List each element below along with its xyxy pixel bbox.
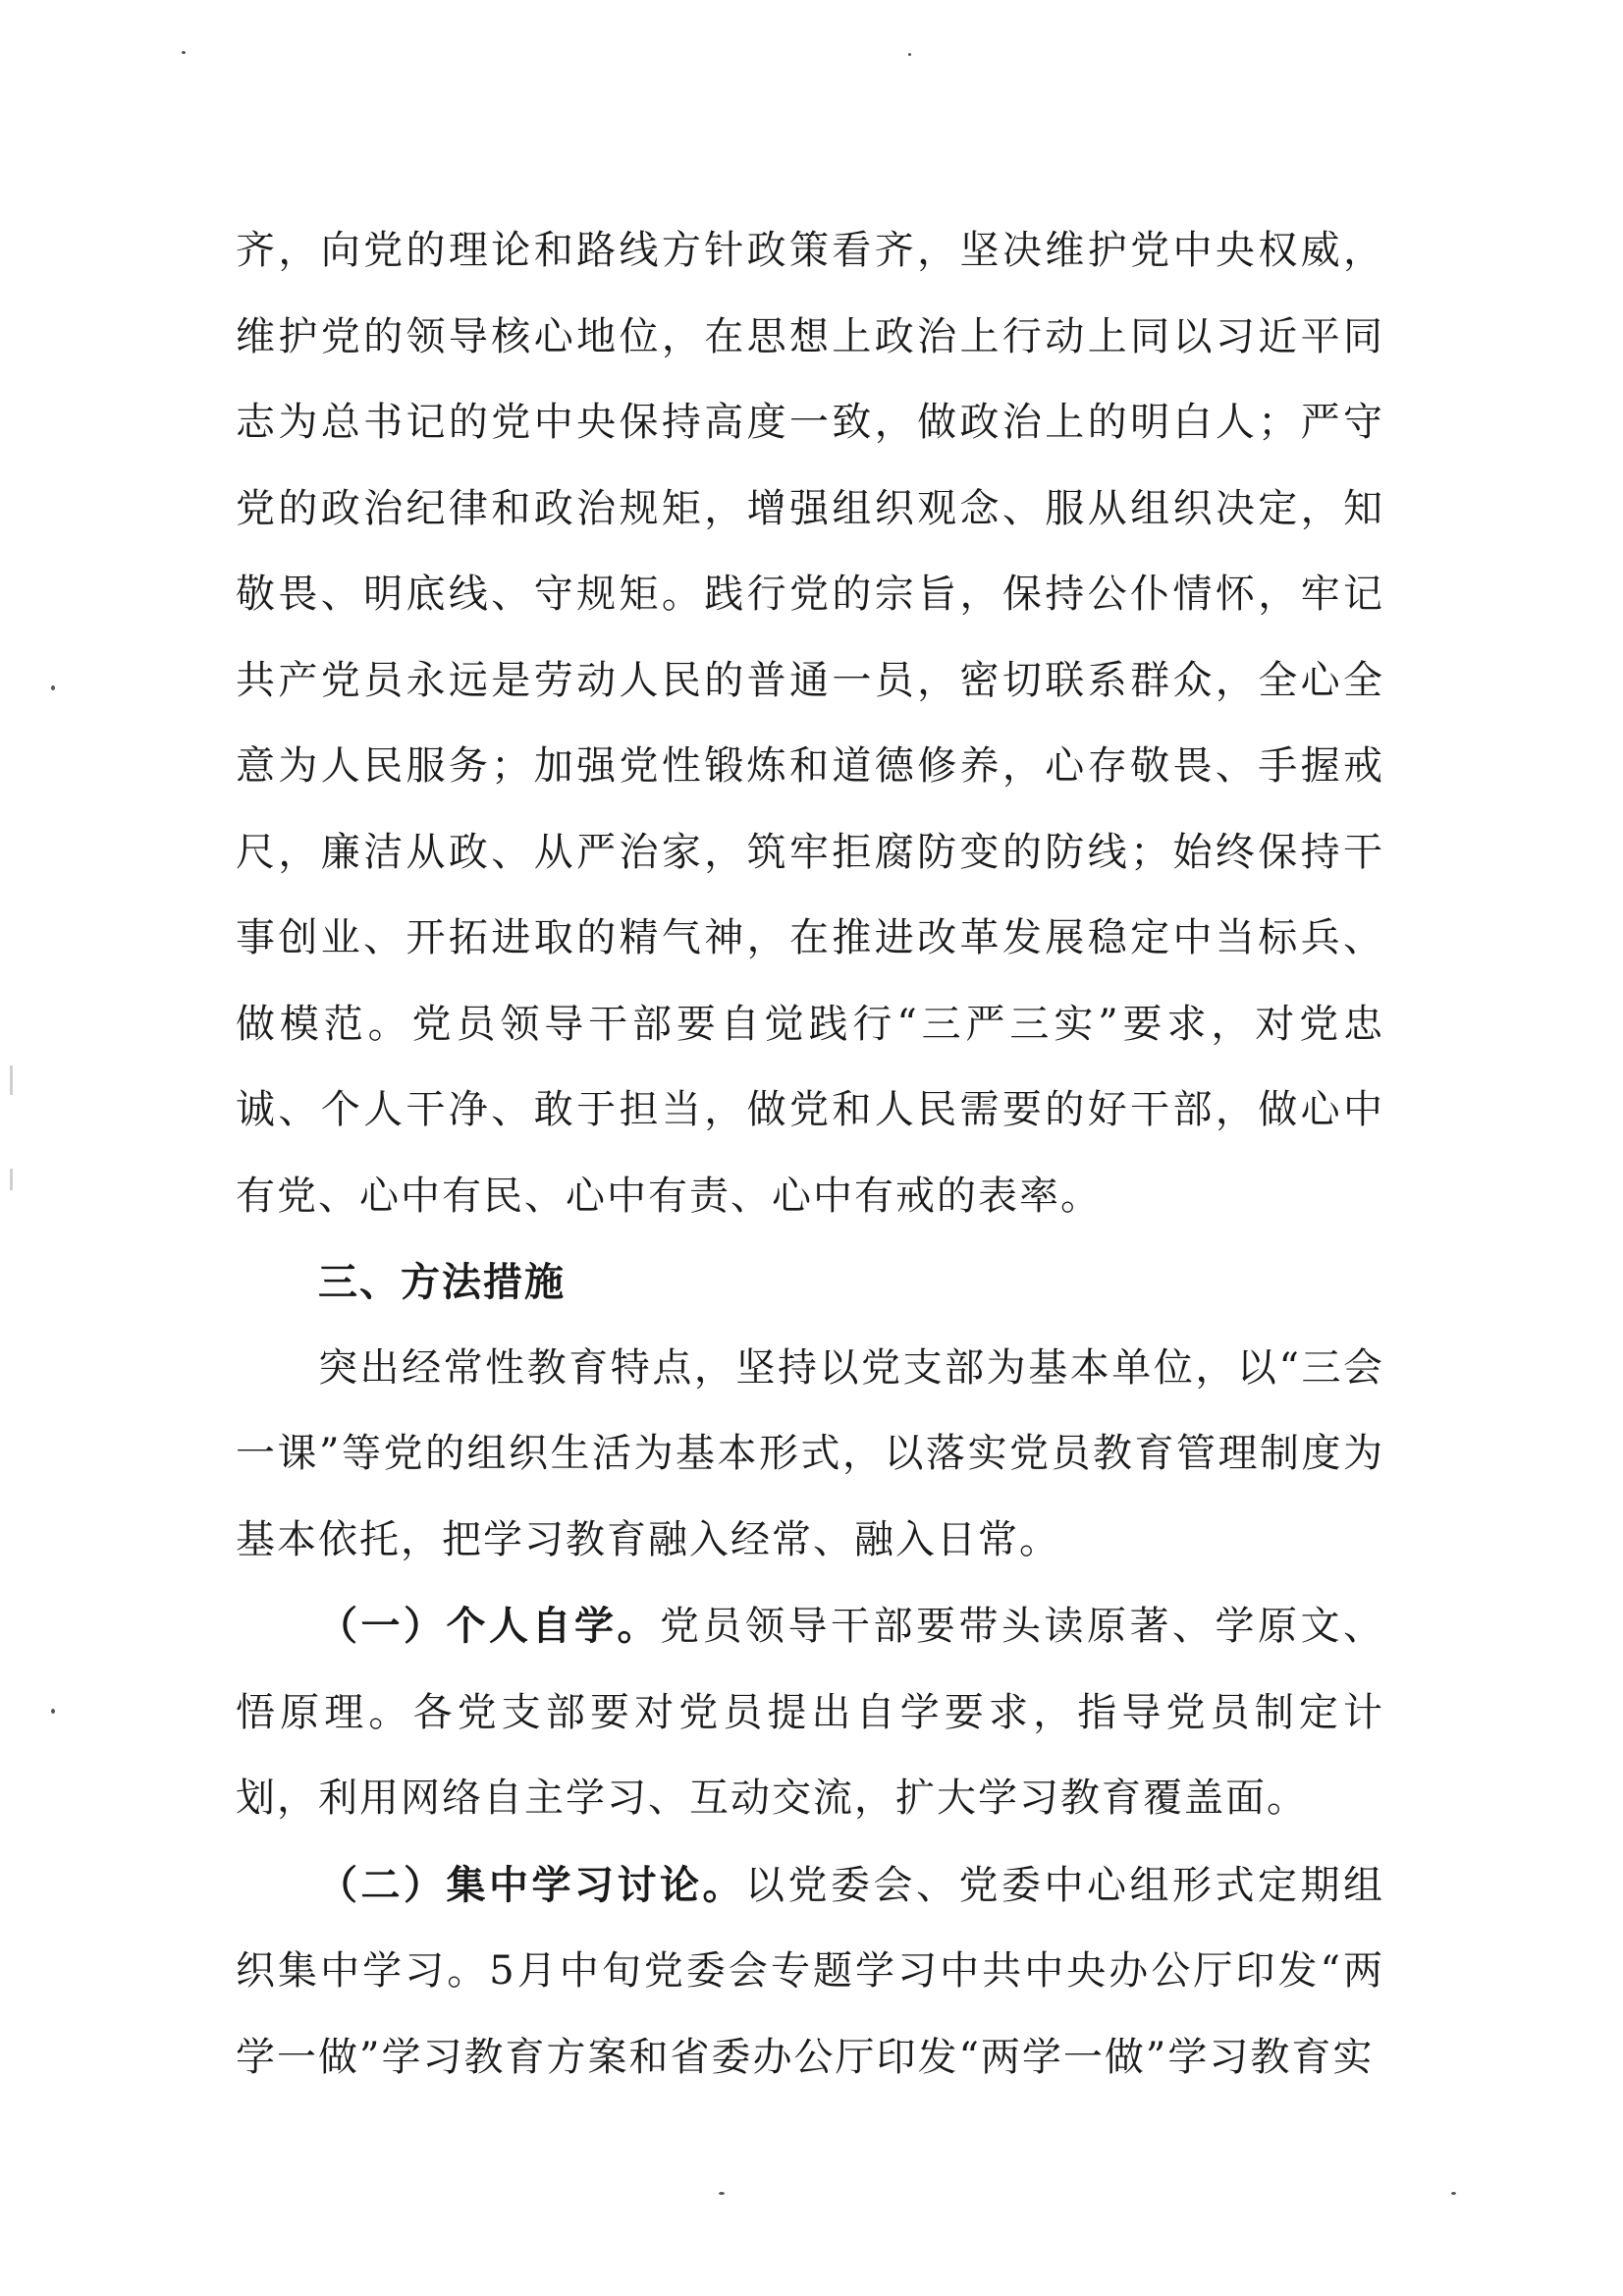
scan-speck (51, 685, 55, 690)
section-heading: 三、方法措施 (318, 1259, 566, 1305)
scan-edge-mark (10, 1066, 13, 1095)
scan-speck (908, 53, 911, 56)
scan-speck (182, 51, 186, 54)
item-self-study (236, 1583, 1384, 1842)
scan-speck (1451, 2192, 1456, 2195)
item-group-study (236, 1842, 1384, 2102)
scan-edge-mark (10, 1169, 13, 1190)
scan-speck (51, 1709, 55, 1714)
item-group-study-text: 以党委会、党委中心组形式定期组织集中学习。5月中旬党委会专题学习中共中央办公厅印发“两学一做”学习教育方案和省委办公厅印发“两学一做”学习教育实 (236, 1862, 1384, 2080)
item-self-study-text: 党员领导干部要带头读原著、学原文、悟原理。各党支部要对党员提出自学要求，指导党员制定计划，利用网络自主学习、互动交流，扩大学习教育覆盖面。 (236, 1604, 1384, 1821)
item-group-study-lead: （二）集中学习讨论。 (318, 1861, 745, 1908)
paragraph-methods: 突出经常性教育特点，坚持以党支部为基本单位，以“三会一课”等党的组织生活为基本形式，以落实党员教育管理制度为基本依托，把学习教育融入经常、融入日常。 (236, 1344, 1384, 1562)
item-self-study-lead: （一）个人自学。 (318, 1603, 660, 1649)
paragraph-continued: 齐，向党的理论和路线方针政策看齐，坚决维护党中央权威，维护党的领导核心地位，在思想上政治上行动上同以习近平同志为总书记的党中央保持高度一致，做政治上的明白人；严守党的政治纪律和政治规矩，增强组织观念、服从组织决定，知敬畏、明底线、守规矩。践行党的宗旨，保持公仆情怀，牢记共产党员永远是劳动人民的普通一员，密切联系群众，全心全意为人民服务；加强党性锻炼和道德修养，心存敬畏、手握戒尺，廉洁从政、从严治家，筑牢拒腐防变的防线；始终保持干事创业、开拓进取的精气神，在推进改革发展稳定中当标兵、做模范。党员领导干部要自觉践行“三严三实”要求，对党忠诚、个人干净、敢于担当，做党和人民需要的好干部，做心中有党、心中有民、心中有责、心中有戒的表率。 (236, 228, 1384, 1219)
scan-speck (719, 2192, 725, 2195)
document-body (236, 208, 1384, 2101)
